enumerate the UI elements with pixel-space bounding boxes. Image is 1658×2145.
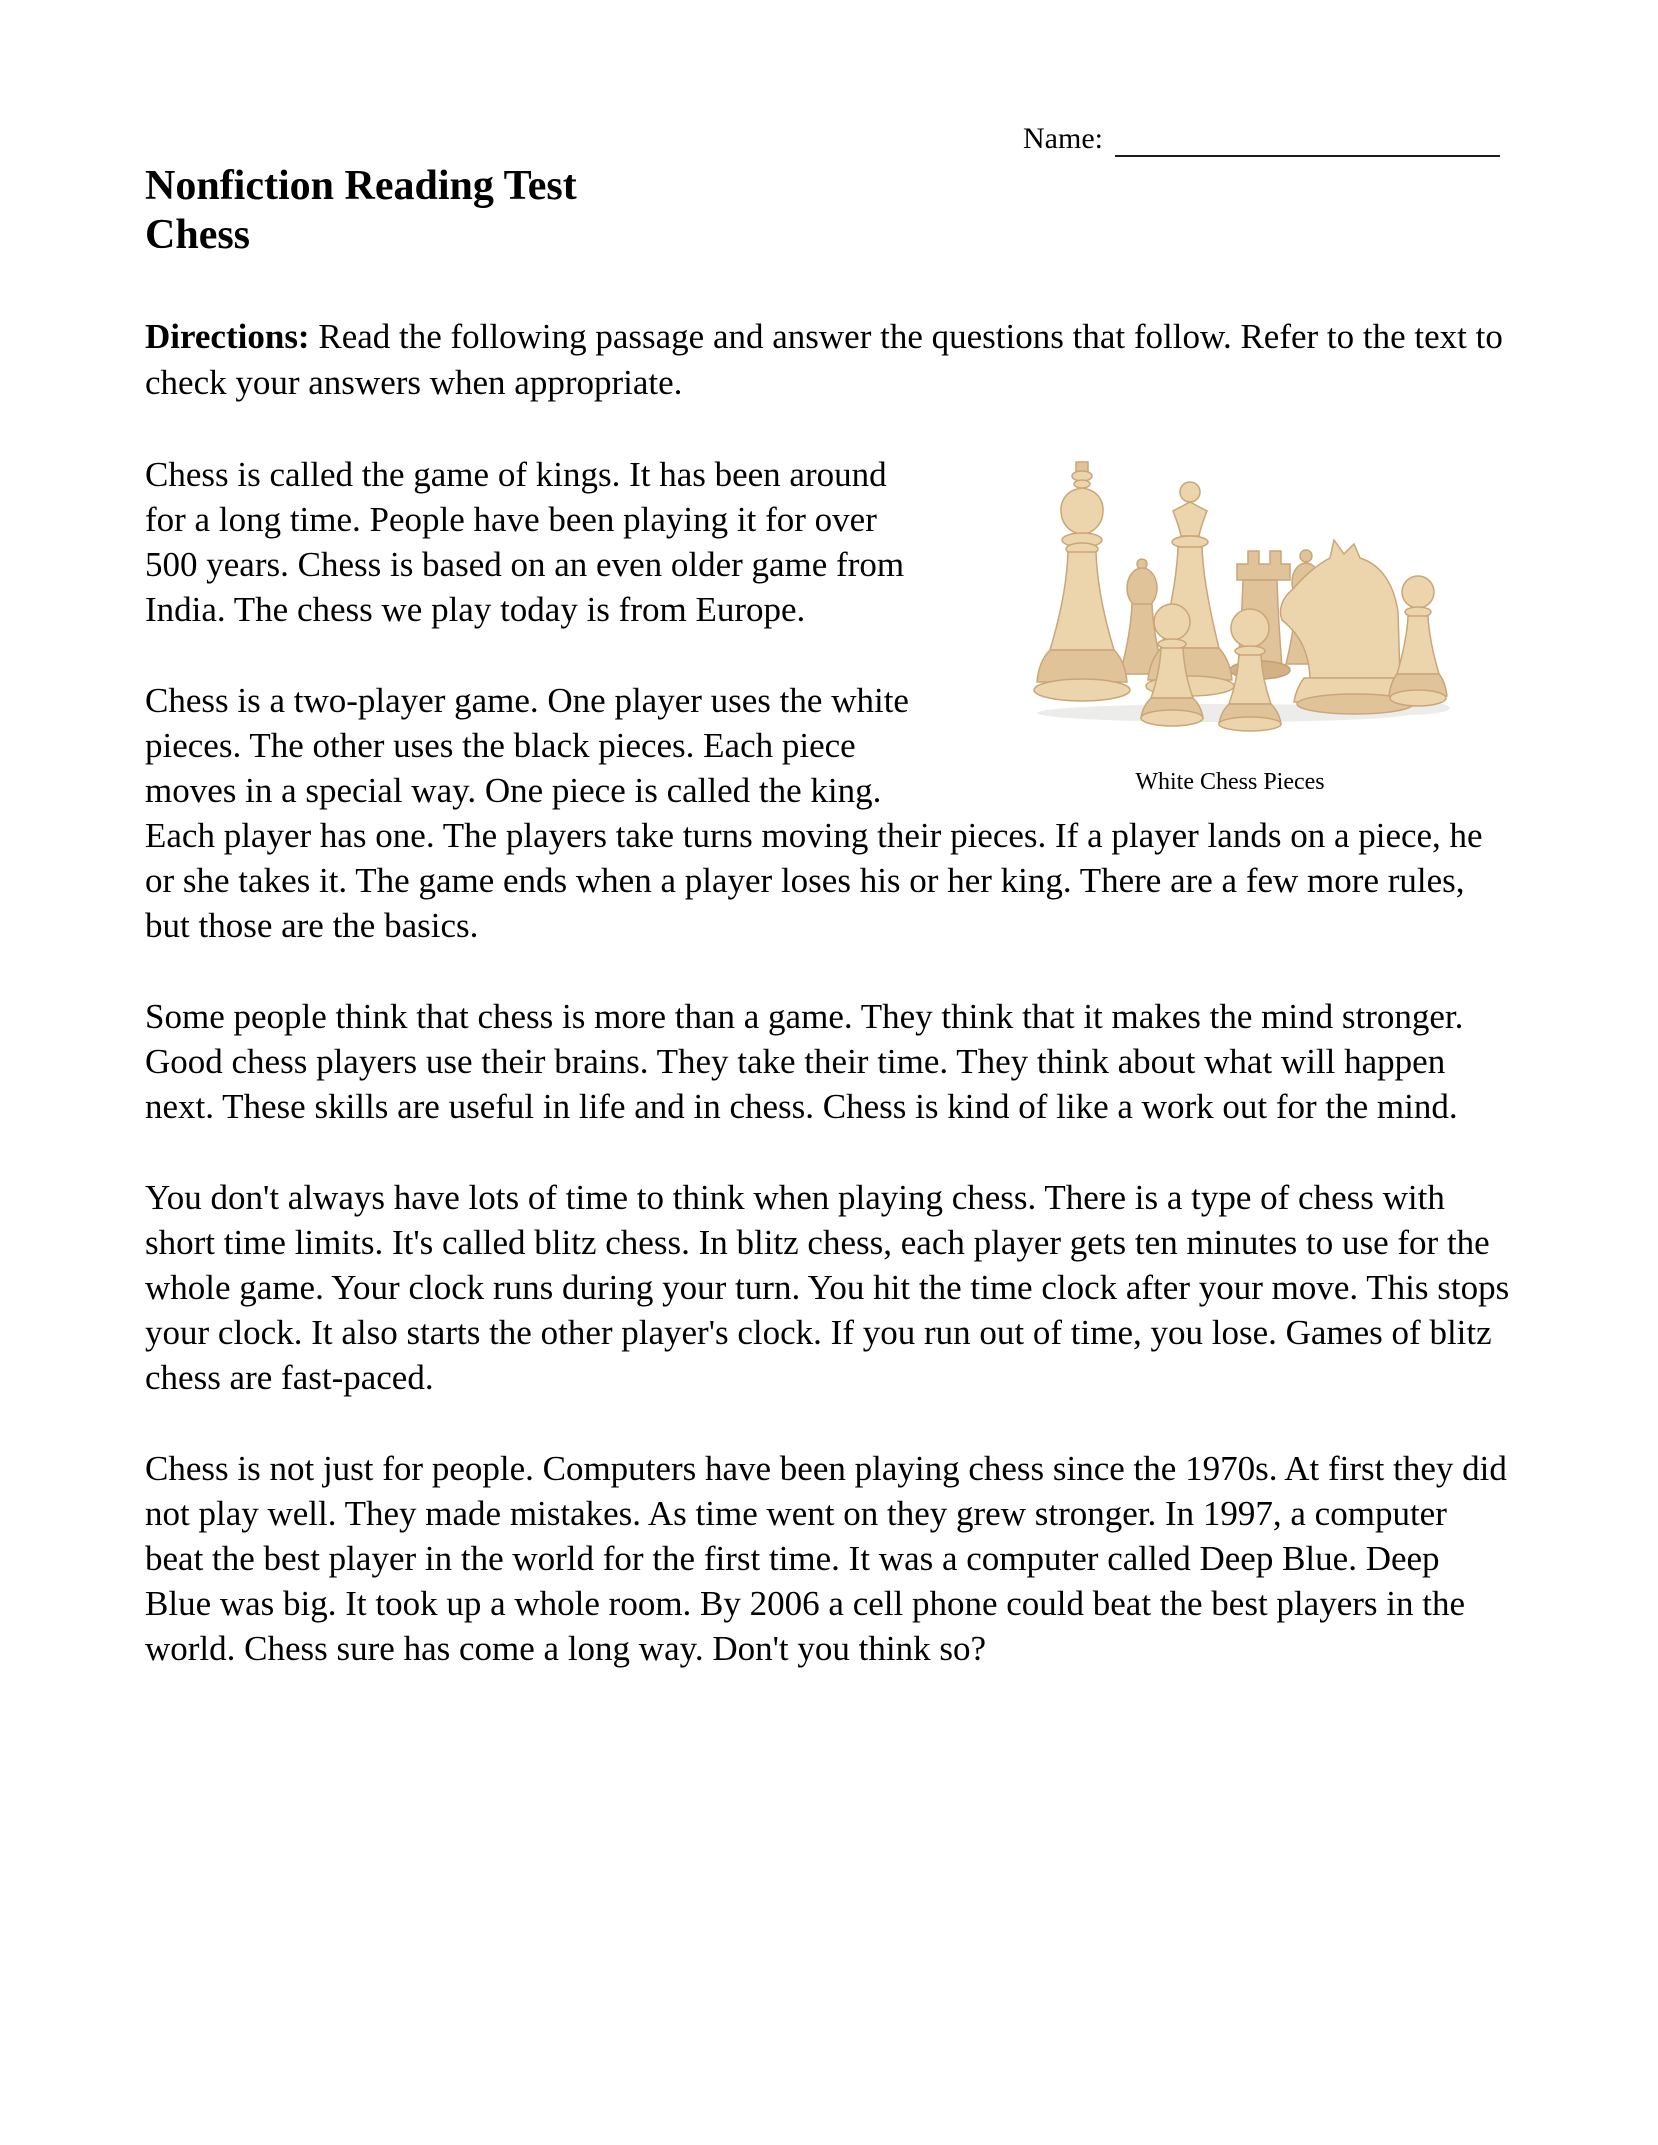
passage-paragraph-5: Chess is not just for people. Computers have been playing chess since the 1970s. At first they did not play well. They made mistakes. As time went on they grew stronger. In 1997, a computer beat the best player in the world for the first time. It was a computer called Deep Blue. Deep Blue was big. It took up a whole room. By 2006 a cell phone could beat the best players in the world. Chess sure has come a long way. Don't you think so?: [145, 1449, 1507, 1668]
passage-paragraph-3: Some people think that chess is more than a game. They think that it makes the mind stronger. Good chess players use their brains. They take their time. They think about what will happen next. These skills are useful in life and in chess. Chess is kind of like a work out for the mind.: [145, 997, 1464, 1126]
name-label: Name:: [1023, 122, 1103, 155]
directions-text: Read the following passage and answer the questions that follow. Refer to the text to check your answers when appropriate.: [145, 317, 1503, 402]
king-piece: [1034, 462, 1130, 701]
chess-pieces-figure: [950, 452, 1510, 797]
figure-caption: White Chess Pieces: [1135, 769, 1325, 795]
name-row: [1023, 124, 1500, 157]
title-test-type: Nonfiction Reading Test: [145, 163, 577, 209]
chess-pieces-photo: [1010, 452, 1450, 732]
directions-label: Directions:: [145, 317, 310, 356]
passage-paragraph-1: Chess is called the game of kings. It has been around for a long time. People have been playing it for over 500 years. Chess is based on an even older game from India. The chess we play today is from Europe.: [145, 455, 905, 629]
passage-paragraph-2: Chess is a two-player game. One player uses the white pieces. The other uses the black pieces. Each piece moves in a special way. One piece is called the king. Each player has one. The players take turns moving their pieces. If a player lands on a piece, he or she takes it. The game ends when a player loses his or her king. There are a few more rules, but those are the basics.: [145, 681, 1483, 945]
name-blank-line[interactable]: [1115, 129, 1500, 157]
title-topic: Chess: [145, 212, 251, 258]
passage-paragraph-4: You don't always have lots of time to think when playing chess. There is a type of chess with short time limits. It's called blitz chess. In blitz chess, each player gets ten minutes to use for the whole game. Your clock runs during your turn. You hit the time clock after your move. This stops your clock. It also starts the other player's clock. If you run out of time, you lose. Games of blitz chess are fast-paced.: [145, 1178, 1510, 1397]
directions: [145, 314, 1510, 406]
